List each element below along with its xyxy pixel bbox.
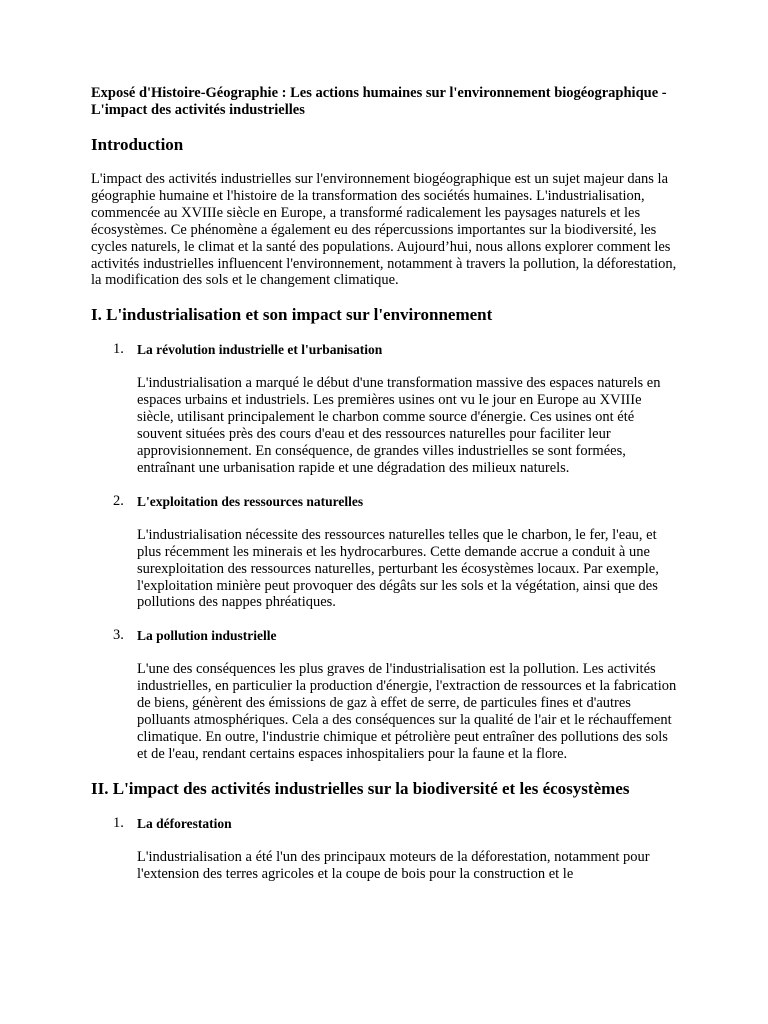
item-title: La révolution industrielle et l'urbanisation [137,342,383,358]
list-number: 2. [113,492,124,509]
introduction-heading: Introduction [91,135,184,154]
item-paragraph: L'industrialisation nécessite des ressources naturelles telles que le charbon, le fer, l'eau, et plus récemment les minerais et les hydrocarbures. Cette demande accrue a conduit à une surexploitation des ressources naturelles, perturbant les écosystèmes locaux. Par exemple, l'exploitation minière peut provoquer des dégâts sur les sols et la végétation, ainsi que des pollutions des nappes phréatiques. [137,526,659,611]
section-1-item-2 [91,493,679,612]
section-1-heading: I. L'industrialisation et son impact sur l'environnement [91,305,493,325]
document-page [91,85,679,899]
introduction-paragraph: L'impact des activités industrielles sur l'environnement biogéographique est un sujet majeur dans la géographie humaine et l'histoire de la transformation des sociétés humaines. L'industrialisation, commencée au XVIIIe siècle en Europe, a transformé radicalement les paysages naturels et les écosystèmes. Ce phénomène a également eu des répercussions importantes sur la biodiversité, les cycles naturels, le climat et la santé des populations. Aujourd’hui, nous allons explorer comment les activités industrielles influencent l'environnement, notamment à travers la pollution, la déforestation, la modification des sols et le changement climatique. [91,171,677,289]
section-2-item-1 [91,815,679,883]
item-paragraph: L'une des conséquences les plus graves de l'industrialisation est la pollution. Les activités industrielles, en particulier la production d'énergie, l'extraction de ressources et la fabrication de biens, génèrent des émissions de gaz à effet de serre, de particules fines et d'autres polluants atmosphériques. Cela a des conséquences sur la qualité de l'air et le réchauffement climatique. En outre, l'industrie chimique et pétrolière peut entraîner des pollutions des sols et de l'eau, rendant certains espaces inhospitaliers pour la faune et la flore. [137,661,677,762]
document-title: Exposé d'Histoire-Géographie : Les actions humaines sur l'environnement biogéographique - L'impact des activités industrielles [91,85,667,118]
section-1-item-3 [91,627,679,762]
list-number: 1. [113,814,124,831]
section-1-item-1 [91,341,679,476]
item-title: L'exploitation des ressources naturelles [137,493,364,509]
list-number: 3. [113,627,124,644]
list-number: 1. [113,341,124,358]
item-paragraph: L'industrialisation a marqué le début d'une transformation massive des espaces naturels en espaces urbains et industriels. Les premières usines ont vu le jour en Europe au XVIIIe siècle, utilisant principalement le charbon comme source d'énergie. Ces usines ont été souvent situées près des cours d'eau et des ressources naturelles pour faciliter leur approvisionnement. En conséquence, de grandes villes industrielles se sont formées, entraînant une urbanisation rapide et une dégradation des milieux naturels. [137,375,661,476]
item-title: La déforestation [137,815,232,831]
item-title: La pollution industrielle [137,628,277,644]
item-paragraph: L'industrialisation a été l'un des principaux moteurs de la déforestation, notamment pour l'extension des terres agricoles et la coupe de bois pour la construction et le [137,848,650,882]
section-2-heading: II. L'impact des activités industrielles sur la biodiversité et les écosystèmes [91,778,630,798]
